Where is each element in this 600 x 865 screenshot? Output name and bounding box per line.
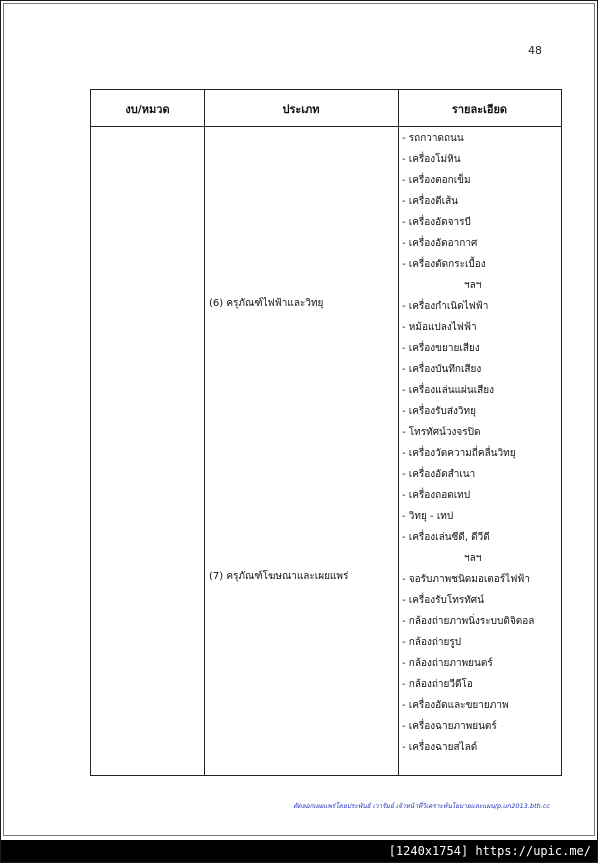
list-item: - วิทยุ - เทป	[402, 511, 454, 522]
list-item-etc: ฯลฯ	[464, 553, 482, 564]
page-number: 48	[528, 44, 542, 57]
table-column-divider	[204, 90, 205, 775]
footer-credit: คัดลอกเผยแพร่โดยประพันธ์ เวารัมย์ เจ้าหน้าที่วิเคราะห์นโยบายและแผน/p.un2013.bth.cc	[293, 802, 550, 810]
table-column-divider	[398, 90, 399, 775]
list-item: - เครื่องรับโทรทัศน์	[402, 595, 484, 606]
list-item: - เครื่องอัดและขยายภาพ	[402, 700, 509, 711]
category-advertising: (7) ครุภัณฑ์โฆษณาและเผยแพร่	[209, 571, 349, 582]
details-list	[402, 128, 534, 758]
category-electrical-radio: (6) ครุภัณฑ์ไฟฟ้าและวิทยุ	[209, 298, 324, 309]
table-header-divider	[91, 126, 561, 127]
list-item-etc: ฯลฯ	[464, 280, 482, 291]
list-item: - กล้องถ่ายรูป	[402, 637, 462, 648]
list-item: - เครื่องรับส่งวิทยุ	[402, 406, 476, 417]
list-item: - กล้องถ่ายภาพยนตร์	[402, 658, 493, 669]
list-item: - เครื่องขยายเสียง	[402, 343, 480, 354]
list-item: - เครื่องแล่นแผ่นเสียง	[402, 385, 494, 396]
list-item: - รถกวาดถนน	[402, 133, 464, 144]
list-item: - โทรทัศน์วงจรปิด	[402, 427, 481, 438]
list-item: - เครื่องตัดกระเบื้อง	[402, 259, 486, 270]
list-item: - เครื่องอัดจารบี	[402, 217, 471, 228]
list-item: - เครื่องอัดอากาศ	[402, 238, 478, 249]
list-item: - เครื่องบันทึกเสียง	[402, 364, 482, 375]
image-host-watermark: [1240x1754] https://upic.me/	[1, 840, 597, 862]
document-page	[3, 3, 595, 836]
list-item: - เครื่องอัดสำเนา	[402, 469, 476, 480]
list-item: - เครื่องตีเส้น	[402, 196, 459, 207]
budget-table	[90, 89, 562, 776]
list-item: - เครื่องฉายสไลด์	[402, 742, 478, 753]
list-item: - จอรับภาพชนิดมอเตอร์ไฟฟ้า	[402, 574, 530, 585]
list-item: - เครื่องถอดเทป	[402, 490, 471, 501]
list-item: - หม้อแปลงไฟฟ้า	[402, 322, 477, 333]
header-budget-category: งบ/หมวด	[125, 103, 170, 116]
list-item: - กล้องถ่ายวีดีโอ	[402, 679, 473, 690]
header-type: ประเภท	[282, 103, 320, 116]
list-item: - เครื่องตอกเข็ม	[402, 175, 471, 186]
list-item: - เครื่องวัดความถี่คลื่นวิทยุ	[402, 448, 516, 459]
list-item: - กล้องถ่ายภาพนิ่งระบบดิจิตอล	[402, 616, 535, 627]
header-details: รายละเอียด	[451, 103, 508, 116]
list-item: - เครื่องกำเนิดไฟฟ้า	[402, 301, 489, 312]
list-item: - เครื่องโม่หิน	[402, 154, 461, 165]
list-item: - เครื่องเล่นซีดี, ดีวีดี	[402, 532, 490, 543]
list-item: - เครื่องฉายภาพยนตร์	[402, 721, 497, 732]
